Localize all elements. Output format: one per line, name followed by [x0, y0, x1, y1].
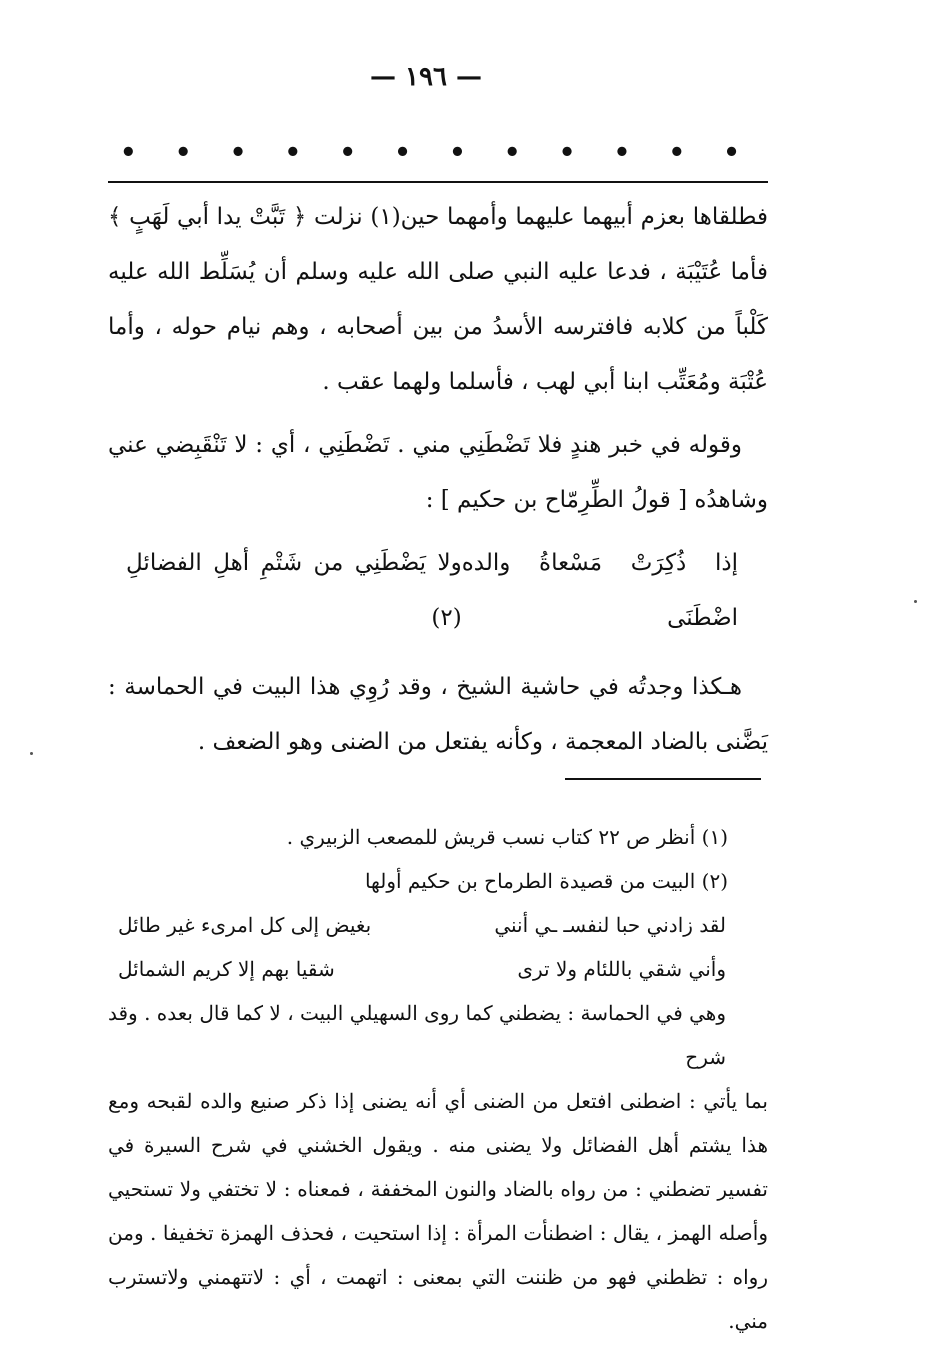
dot-separator	[120, 138, 740, 168]
verse-first-hemistich: إذا ذُكِرَتْ مَسْعاةُ والده اضْطَنَى	[461, 550, 738, 631]
separator-dot: •	[503, 138, 521, 168]
scan-speck	[30, 752, 33, 755]
footnote-verse-1-second: بغيض إلى كل امرىء غير طائل	[118, 913, 372, 937]
footnote-rule	[565, 778, 761, 780]
paragraph-2: وقوله في خبر هندٍ فلا تَضْطَنِي مني . تَضْطَنِي ، أي : لا تَنْقَبِضي عني وشاهدُه [ قولُ الطِّرِمّاح بن حكيم ] :	[108, 432, 768, 513]
separator-dot: •	[174, 138, 192, 168]
footnote-verse-1-first: لقد زادني حبا لنفسـ ـي أنني	[494, 913, 726, 937]
separator-dot: •	[394, 138, 411, 168]
scan-speck	[914, 600, 917, 603]
footnote-verse-2	[108, 947, 768, 991]
footnote-commentary-first-line: وهي في الحماسة : يضطني كما روى السهيلي البيت ، لا كما قال بعده . وقد شرح	[108, 1001, 726, 1069]
footnote-verse-1	[108, 903, 768, 947]
footnote-verse-2-second: شقيا بهم إلا كريم الشمائل	[118, 957, 335, 981]
separator-dot: •	[723, 138, 740, 168]
main-text	[108, 190, 768, 770]
verse-second-hemistich: ولا يَضْطَنِي من شَتْمِ أهلِ الفضائلِ (٢)	[126, 550, 462, 631]
footnotes	[108, 815, 768, 1343]
paragraph-3: هـكذا وجدتُه في حاشية الشيخ ، وقد رُوِي هذا البيت في الحماسة : يَضَّنى بالضاد المعجمة ، وكأنه يفتعل من الضنى وهو الضعف .	[108, 674, 768, 755]
separator-dot: •	[120, 138, 137, 168]
footnote-1: (١) أنظر ص ٢٢ كتاب نسب قريش للمصعب الزبيري .	[286, 825, 728, 849]
separator-dot: •	[229, 138, 247, 168]
separator-dot: •	[613, 138, 631, 168]
header-rule	[108, 181, 768, 183]
footnote-verse-2-first: وأني شقي باللئام ولا ترى	[517, 957, 726, 981]
separator-dot: •	[668, 138, 686, 168]
separator-dot: •	[339, 138, 356, 168]
page-number: — ١٩٦ —	[369, 62, 483, 92]
separator-dot: •	[558, 138, 576, 168]
separator-dot: •	[449, 138, 466, 168]
separator-dot: •	[284, 138, 302, 168]
footnote-2: (٢) البيت من قصيدة الطرماح بن حكيم أولها	[364, 869, 728, 893]
paragraph-1: فطلقاها بعزم أبيهما عليهما وأمهما حين(١) نزلت ﴿ تَبَّتْ يدا أبي لَهَبٍ ﴾ فأما عُتَيْبَة ، فدعا عليه النبي صلى الله عليه وسلم أن يُسَلِّط الله عليه كَلْباً من كلابه فافترسه الأسدُ من بين أصحابه ، وهم نيام حوله ، وأما عُتْبَة ومُعَتِّب ابنا أبي لهب ، فأسلما ولهما عقب .	[108, 204, 768, 395]
footnote-commentary: بما يأتي : اضطنى افتعل من الضنى أي أنه يضنى إذا ذكر صنيع والده لقبحه ومع هذا يشتم أهل الفضائل ولا يضنى منه . ويقول الخشني في شرح السيرة في تفسير تضطني : من رواه بالضاد والنون المخففة ، فمعناه : لا تختفي ولا تستحيي وأصله الهمز ، يقال : اضطنأت المرأة : إذا استحيت ، فحذف الهمزة تخفيفا . ومن رواه : تظطني فهو من ظننت التي بمعنى : اتهمت ، أي : لاتتهمني ولاتسترب مني.	[108, 1089, 768, 1333]
poem-verse	[108, 536, 768, 646]
